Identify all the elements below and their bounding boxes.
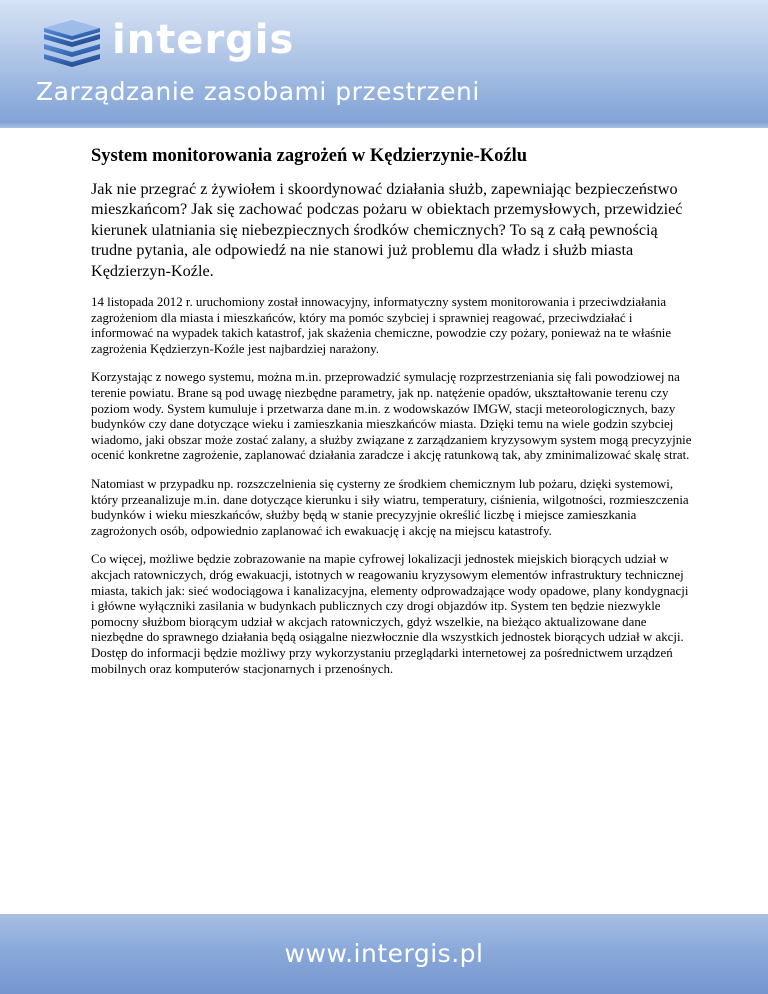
stacked-layers-icon [40,18,104,68]
page-footer [0,914,768,994]
footer-website-link[interactable]: www.intergis.pl [284,939,484,968]
article-lead: Jak nie przegrać z żywiołem i skoordynować działania służb, zapewniając bezpieczeństwo mieszkańcom? Jak się zachować podczas pożaru w obiektach przemysłowych, przewidzieć kierunek ulatniania się niebezpiecznych środków chemicznych? To są z całą pewnością trudne pytania, ale odpowiedź na nie stanowi już problemu dla władz i służb miasta Kędzierzyn-Koźle. [91,180,683,280]
header-tagline: Zarządzanie zasobami przestrzeni [36,77,480,106]
brand-logo-text: intergis [112,17,295,63]
article-title: System monitorowania zagrożeń w Kędzierzynie-Koźlu [91,146,528,166]
article-paragraph: Natomiast w przypadku np. rozszczelnienia się cysterny ze środkiem chemicznym lub pożaru, dzięki systemowi, który przeanalizuje m.in. dane dotyczące kierunku i siły wiatru, temperatury, ciśnienia, wilgotności, rozmieszczenia budynków i wieku mieszkańców, służby będą w stanie precyzyjnie określić liczbę i miejsce zamieszkania zagrożonych osób, odpowiednio zaplanować ich ewakuację i akcję na miejscu katastrofy. [91,476,689,538]
article-paragraph: 14 listopada 2012 r. uruchomiony został innowacyjny, informatyczny system monitorowania i przeciwdziałania zagrożeniom dla miasta i mieszkańców, który ma pomóc szybciej i sprawniej reagować, przeciwdziałać i informować na wypadek takich katastrof, jak skażenia chemiczne, powodzie czy pożary, ponieważ na te właśnie zagrożenia Kędzierzyn-Koźle jest najbardziej narażony. [91,295,672,356]
article-paragraph: Korzystając z nowego systemu, można m.in. przeprowadzić symulację rozprzestrzeniania się fali powodziowej na terenie powiatu. Brane są pod uwagę niezbędne parametry, jak np. natężenie opadów, ukształtowanie terenu czy poziom wody. System kumuluje i przetwarza dane m.in. z wodowskazów IMGW, stacji meteorologicznych, bazy budynków czy dane dotyczące wieku i zamieszkania mieszkańców miasta. Dzięki temu na wiele godzin szybciej wiadomo, jaki obszar może zostać zalany, a służby związane z zarządzaniem kryzysowym system mogą precyzyjnie ocenić konkretne zagrożenie, zaplanować działania zaradcze i akcję ratunkową tak, aby zminimalizować skalę strat. [91,370,692,463]
article-paragraph: Co więcej, możliwe będzie zobrazowanie na mapie cyfrowej lokalizacji jednostek miejskich biorących udział w akcjach ratowniczych, dróg ewakuacji, istotnych w reagowaniu kryzysowym elementów infrastruktury technicznej miasta, takich jak: sieć wodociągowa i kanalizacyjna, elementy odprowadzające wody opadowe, plany kondygnacji i główne wyłączniki zasilania w budynkach publicznych czy drogi objazdów itp. System ten będzie niezwykle pomocny służbom biorącym udział w akcjach ratowniczych, gdyż wszelkie, na bieżąco aktualizowane dane niezbędne do sprawnego działania będą osiągalne niezwłocznie dla wszystkich jednostek biorących udział w akcji. Dostęp do informacji będzie możliwy przy wykorzystaniu przeglądarki internetowej za pośrednictwem urządzeń mobilnych oraz komputerów stacjonarnych i przenośnych. [91,552,689,676]
article [91,143,693,690]
page-header [0,0,768,128]
